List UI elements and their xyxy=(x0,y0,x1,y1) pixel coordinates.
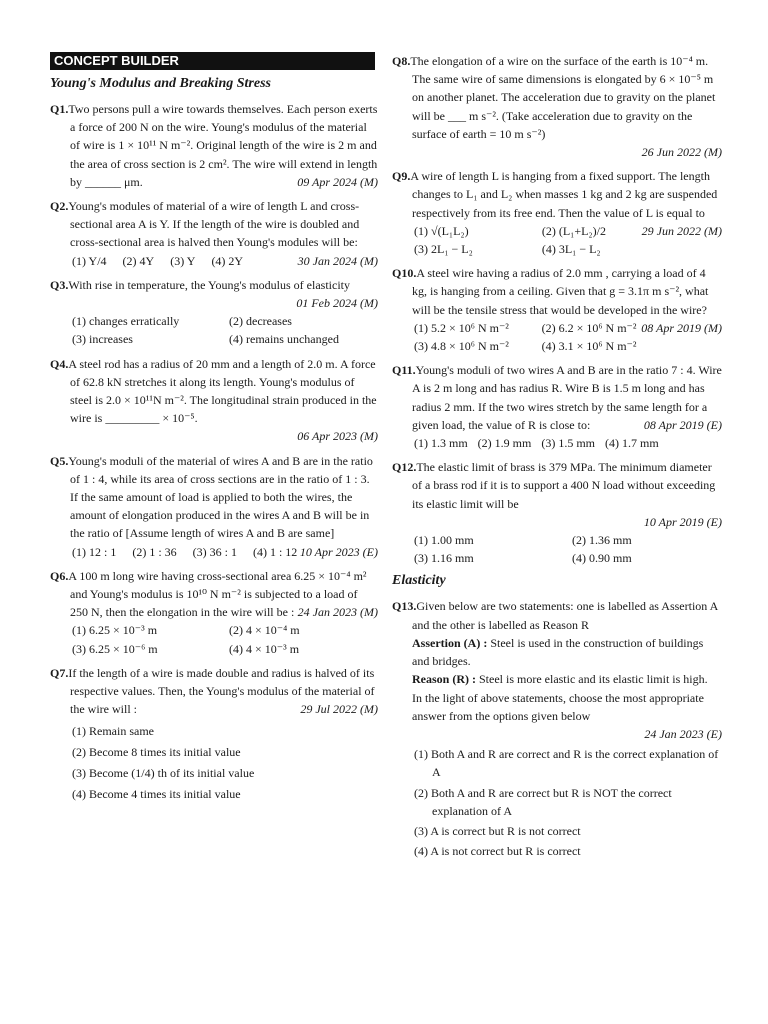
exam-date: 08 Apr 2019 (E) xyxy=(643,417,722,432)
question-9 xyxy=(392,167,722,258)
option-4: (4) A is not correct but R is correct xyxy=(414,844,581,859)
exam-date: 29 Jul 2022 (M) xyxy=(300,702,378,717)
option-4: (4) 2Y xyxy=(211,253,244,268)
question-number: Q5. xyxy=(50,453,69,468)
question-intro: Given below are two statements: one is labelled as Assertion A and the other is labelled as Reason R xyxy=(412,599,718,632)
question-5 xyxy=(50,452,378,561)
question-13 xyxy=(392,597,722,860)
question-number: Q1. xyxy=(50,102,69,116)
option-2: (2) Both A and R are correct but R is NOT the correct explanation of A xyxy=(414,785,672,818)
question-text: A wire of length L is hanging from a fixed support. The length changes to L₁ and L₂ when masses 1 kg and 2 kg are suspended respectively from its free end. Then the value of L is equal to xyxy=(410,169,718,220)
question-number: Q9. xyxy=(392,169,411,184)
option-2: (2) 4Y xyxy=(122,253,155,268)
option-1: (1) 1.3 mm xyxy=(414,436,468,451)
option-1: (1) Y/4 xyxy=(72,253,107,268)
option-1: (1) 1.00 mm xyxy=(414,533,474,548)
question-text: A 100 m long wire having cross-sectional area 6.25 × 10⁻⁴ m² and Young's modulus is 10¹⁰ N m⁻² is subjected to a load of 250 N, then the elongation in the wire will be : xyxy=(68,568,367,620)
exam-date: 09 Apr 2024 (M) xyxy=(297,174,378,189)
option-2: (2) 1 : 36 xyxy=(132,544,177,559)
option-3: (3) Y xyxy=(170,253,196,268)
question-2 xyxy=(50,197,378,270)
option-1: (1) changes erratically xyxy=(72,314,180,329)
question-7 xyxy=(50,664,378,803)
exam-date: 30 Jan 2024 (M) xyxy=(297,253,378,268)
question-text: A steel wire having a radius of 2.0 mm , carrying a load of 4 kg, is hanging from a ceiling. Given that g = 3.1π m s⁻², what will be the tensile stress that would be developed in the wire? xyxy=(412,266,709,317)
option-4: (4) 1.7 mm xyxy=(605,436,659,451)
question-number: Q7. xyxy=(50,665,69,680)
option-3: (3) 1.16 mm xyxy=(414,551,474,566)
question-text: Young's moduli of two wires A and B are in the ratio 7 : 4. Wire A is 2 m long and has radius R. Wire B is 1.5 m long and has radius 2 mm. If the two wires stretch by the same length for a given load, the value of R is close to: xyxy=(412,363,722,432)
exam-date: 08 Apr 2019 (M) xyxy=(641,320,722,335)
question-number: Q2. xyxy=(50,199,69,214)
section-heading-youngs-modulus: Young's Modulus and Breaking Stress xyxy=(50,76,271,91)
question-text: With rise in temperature, the Young's modulus of elasticity xyxy=(68,277,350,292)
question-8 xyxy=(392,52,722,161)
exam-date: 10 Apr 2019 (E) xyxy=(643,514,722,529)
question-number: Q4. xyxy=(50,356,69,371)
option-1: (1) Both A and R are correct and R is the correct explanation of A xyxy=(414,747,719,780)
assertion-text: Steel is used in the construction of buildings and bridges. xyxy=(412,635,704,669)
question-number: Q10. xyxy=(392,266,417,281)
concept-builder-tag: CONCEPT BUILDER xyxy=(50,52,375,70)
question-text: The elastic limit of brass is 379 MPa. The minimum diameter of a brass rod if it is to support a 400 N load without exceeding its elastic limit will be xyxy=(412,460,716,511)
option-1: (1) 6.25 × 10⁻³ m xyxy=(72,623,158,638)
exam-date: 24 Jan 2023 (E) xyxy=(644,726,722,741)
option-1: (1) √(L₁L₂) xyxy=(414,223,469,238)
option-3: (3) 6.25 × 10⁻⁶ m xyxy=(72,641,158,656)
option-4: (4) 3.1 × 10⁶ N m⁻² xyxy=(541,339,637,354)
question-number: Q3. xyxy=(50,277,69,292)
option-3: (3) Become (1/4) th of its initial value xyxy=(72,765,255,780)
left-column xyxy=(50,52,378,809)
question-3 xyxy=(50,276,378,349)
question-text: Young's moduli of the material of wires A and B are in the ratio of 1 : 4, while its area of cross sections are in the ratio of 1 : 3. If the same amount of load is applied to both the wires, the amount of elongation produced in the wires A and B will be in the ratio of [Assume length of wires A and B are same] xyxy=(68,453,373,541)
reason-label: Reason (R) : xyxy=(412,672,476,687)
exam-date: 29 Jun 2022 (M) xyxy=(641,223,722,238)
question-1 xyxy=(50,100,378,191)
exam-date: 24 Jan 2023 (M) xyxy=(297,605,378,620)
exam-date: 01 Feb 2024 (M) xyxy=(296,296,378,311)
question-12 xyxy=(392,458,722,567)
section-heading-elasticity: Elasticity xyxy=(392,573,446,589)
option-3: (3) increases xyxy=(72,332,133,347)
question-number: Q11. xyxy=(392,363,416,378)
right-column xyxy=(392,52,722,866)
option-4: (4) remains unchanged xyxy=(229,332,339,347)
option-3: (3) A is correct but R is not correct xyxy=(414,823,581,838)
exam-date: 10 Apr 2023 (E) xyxy=(299,544,378,559)
reason-text: Steel is more elastic and its elastic limit is high. xyxy=(476,672,708,687)
option-2: (2) (L₁+L₂)/2 xyxy=(541,223,606,238)
option-1: (1) 5.2 × 10⁶ N m⁻² xyxy=(414,320,509,335)
question-4 xyxy=(50,355,378,446)
option-2: (2) 6.2 × 10⁶ N m⁻² xyxy=(541,320,637,335)
option-1: (1) 12 : 1 xyxy=(72,544,117,559)
question-number: Q12. xyxy=(392,460,417,475)
question-10 xyxy=(392,264,722,355)
option-2: (2) 1.36 mm xyxy=(572,533,632,548)
option-1: (1) Remain same xyxy=(72,723,154,738)
option-2: (2) 4 × 10⁻⁴ m xyxy=(229,623,300,638)
option-3: (3) 1.5 mm xyxy=(541,436,596,451)
question-number: Q6. xyxy=(50,568,69,583)
question-number: Q8. xyxy=(392,54,411,68)
question-text: Two persons pull a wire towards themselves. Each person exerts a force of 200 N on the wire. Young's modulus of the material of wire is 1 × 10¹¹ N m⁻². Original length of the wire is 2 m and the area of cross section is 2 cm². The wire will extend in length by ______ μm. xyxy=(68,102,378,189)
question-text: A steel rod has a radius of 20 mm and a length of 2.0 m. A force of 62.8 kN stretches it along its length. Young's modulus of steel is 2.0 × 10¹¹N m⁻². The longitudinal strain produced in the wire is _________ × 10⁻⁵. xyxy=(68,356,377,426)
option-3: (3) 36 : 1 xyxy=(192,544,237,559)
exam-date: 06 Apr 2023 (M) xyxy=(297,429,378,444)
assertion-label: Assertion (A) : xyxy=(412,635,488,650)
option-4: (4) 0.90 mm xyxy=(572,551,632,566)
exam-date: 26 Jun 2022 (M) xyxy=(641,145,722,160)
question-number: Q13. xyxy=(392,599,417,614)
option-2: (2) decreases xyxy=(229,314,292,329)
option-3: (3) 4.8 × 10⁶ N m⁻² xyxy=(414,339,509,354)
question-text: If the length of a wire is made double and radius is halved of its respective values. Then, the Young's modulus of the material of the wire will : xyxy=(68,665,375,717)
option-3: (3) 2L₁ − L₂ xyxy=(414,242,473,257)
option-2: (2) 1.9 mm xyxy=(477,436,532,451)
question-prompt: In the light of above statements, choose the most appropriate answer from the options given below xyxy=(412,690,704,723)
question-text: The elongation of a wire on the surface of the earth is 10⁻⁴ m. The same wire of same dimensions is elongated by 6 × 10⁻⁵ m on another planet. The acceleration due to gravity on the planet will be ___ m s⁻². (Take acceleration due to gravity on the surface of earth = 10 m s⁻²) xyxy=(410,54,716,141)
option-4: (4) 1 : 12 xyxy=(252,544,298,559)
option-2: (2) Become 8 times its initial value xyxy=(72,744,241,759)
question-text: Young's modules of material of a wire of length L and cross-sectional area A is Y. If the length of the wire is doubled and cross-sectional area is halved then Young's modules will be: xyxy=(68,199,360,250)
option-4: (4) 3L₁ − L₂ xyxy=(541,242,601,257)
option-4: (4) 4 × 10⁻³ m xyxy=(229,641,300,656)
question-11 xyxy=(392,361,722,452)
option-4: (4) Become 4 times its initial value xyxy=(72,787,241,802)
question-6 xyxy=(50,567,378,658)
